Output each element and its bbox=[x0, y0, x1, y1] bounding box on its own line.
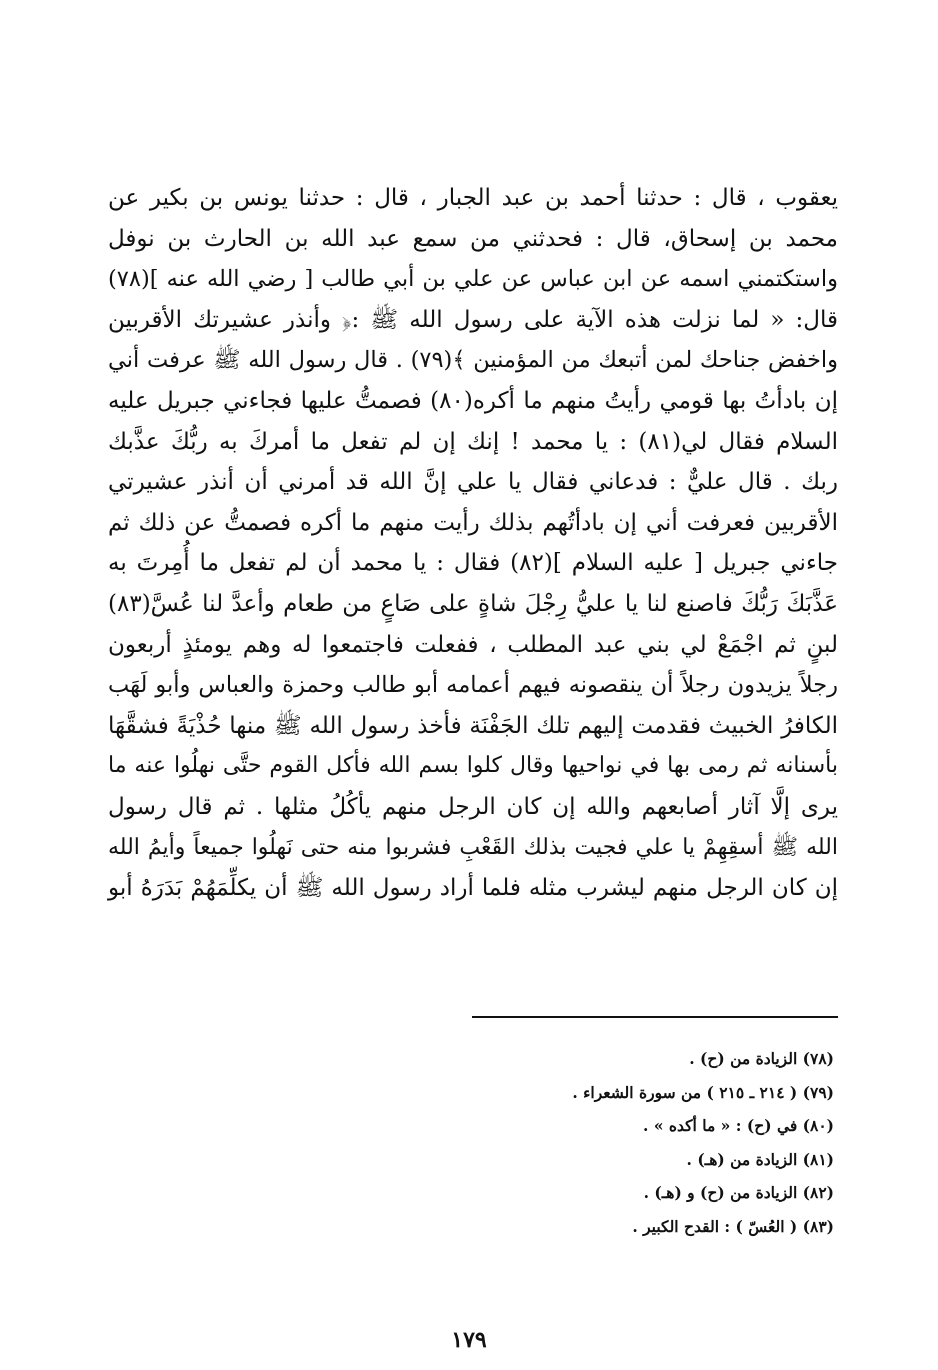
text-line: يعقوب ، قال : حدثنا أحمد بن عبد الجبار ، قال : حدثنا يونس بن بكير عن bbox=[108, 185, 838, 211]
footnote: (٨٢) الزيادة من (ح) و (هـ) . bbox=[643, 1183, 834, 1202]
footnote: (٧٩) ( ٢١٤ ـ ٢١٥ ) من سورة الشعراء . bbox=[572, 1082, 834, 1102]
text-line: محمد بن إسحاق، قال : فحدثني من سمع عبد الله بن الحارث بن نوفل bbox=[108, 225, 838, 252]
text-line: الكافرُ الخبيث فقدمت إليهم تلك الجَفْنَة فأخذ رسول الله ﷺ منها حُذْيَةً فشقَّهَا bbox=[108, 712, 838, 739]
text-line: رجلاً يزيدون رجلاً أن ينقصونه فيهم أعمامه أبو طالب وحمزة والعباس وأبو لَهَب bbox=[108, 672, 838, 699]
footnote-separator bbox=[472, 1016, 838, 1018]
text-line: لبنٍ ثم اجْمَعْ لي بني عبد المطلب ، ففعلت فاجتمعوا له وهم يومئذٍ أربعون bbox=[108, 631, 838, 658]
text-line: إن بادأتُ بها قومي رأيتُ منهم ما أكره(٨٠) فصمتُّ عليها فجاءني جبريل عليه bbox=[108, 387, 838, 414]
text-line: السلام فقال لي(٨١) : يا محمد ! إنك إن لم تفعل ما أمركَ به ربُّكَ عذَّبك bbox=[108, 428, 838, 455]
text-line: جاءني جبريل [ عليه السلام ](٨٢) فقال : يا محمد أن لم تفعل ما أُمِرتَ به bbox=[108, 550, 838, 577]
text-line: عَذَّبَكَ رَبُّكَ فاصنع لنا يا عليُّ رِجْلَ شاةٍ على صَاعٍ من طعام وأعدَّ لنا عُسَّ(٨٣) bbox=[108, 590, 838, 617]
text-line: يرى إلَّا آثار أصابعهم والله إن كان الرجل منهم يأكُلُ مثلها . ثم قال رسول bbox=[108, 793, 838, 820]
footnotes bbox=[334, 1042, 834, 1243]
text-line: الله ﷺ أسقِهِمْ يا علي فجيت بذلك القَعْبِ فشربوا منه حتى نَهلُوا جميعاً وأيمُ الله bbox=[108, 834, 838, 860]
footnote: (٨٣) ( العُسّ ) : القدح الكبير . bbox=[632, 1216, 834, 1236]
main-text bbox=[108, 178, 838, 909]
footnote: (٨١) الزيادة من (هـ) . bbox=[686, 1149, 834, 1169]
text-line: ربك . قال عليٌّ : فدعاني فقال يا علي إنَّ الله قد أمرني أن أنذر عشيرتي bbox=[108, 469, 838, 496]
text-line: واستكتمني اسمه عن ابن عباس عن علي بن أبي طالب [ رضي الله عنه ](٧٨) bbox=[108, 266, 838, 293]
text-line: بأسنانه ثم رمى بها في نواحيها وقال كلوا بسم الله فأكل القوم حتَّى نهلُوا عنه ما bbox=[108, 753, 838, 779]
text-line: إن كان الرجل منهم ليشرب مثله فلما أراد رسول الله ﷺ أن يكلِّمَهُمْ بَدَرَهُ أبو bbox=[108, 875, 838, 902]
text-line: واخفض جناحك لمن أتبعك من المؤمنين ﴾(٧٩) . قال رسول الله ﷺ عرفت أني bbox=[108, 347, 839, 374]
footnote: (٧٨) الزيادة من (ح) . bbox=[689, 1049, 834, 1068]
text-line: قال: « لما نزلت هذه الآية على رسول الله ﷺ :﴿ وأنذر عشيرتك الأقربين bbox=[108, 306, 838, 333]
page-number: ١٧٩ bbox=[451, 1327, 487, 1353]
footnote: (٨٠) في (ح) : « ما أكده » . bbox=[643, 1116, 834, 1135]
text-line: الأقربين فعرفت أني إن بادأتُهم بذلك رأيت منهم ما أكره فصمتُّ عن ذلك ثم bbox=[108, 509, 838, 536]
